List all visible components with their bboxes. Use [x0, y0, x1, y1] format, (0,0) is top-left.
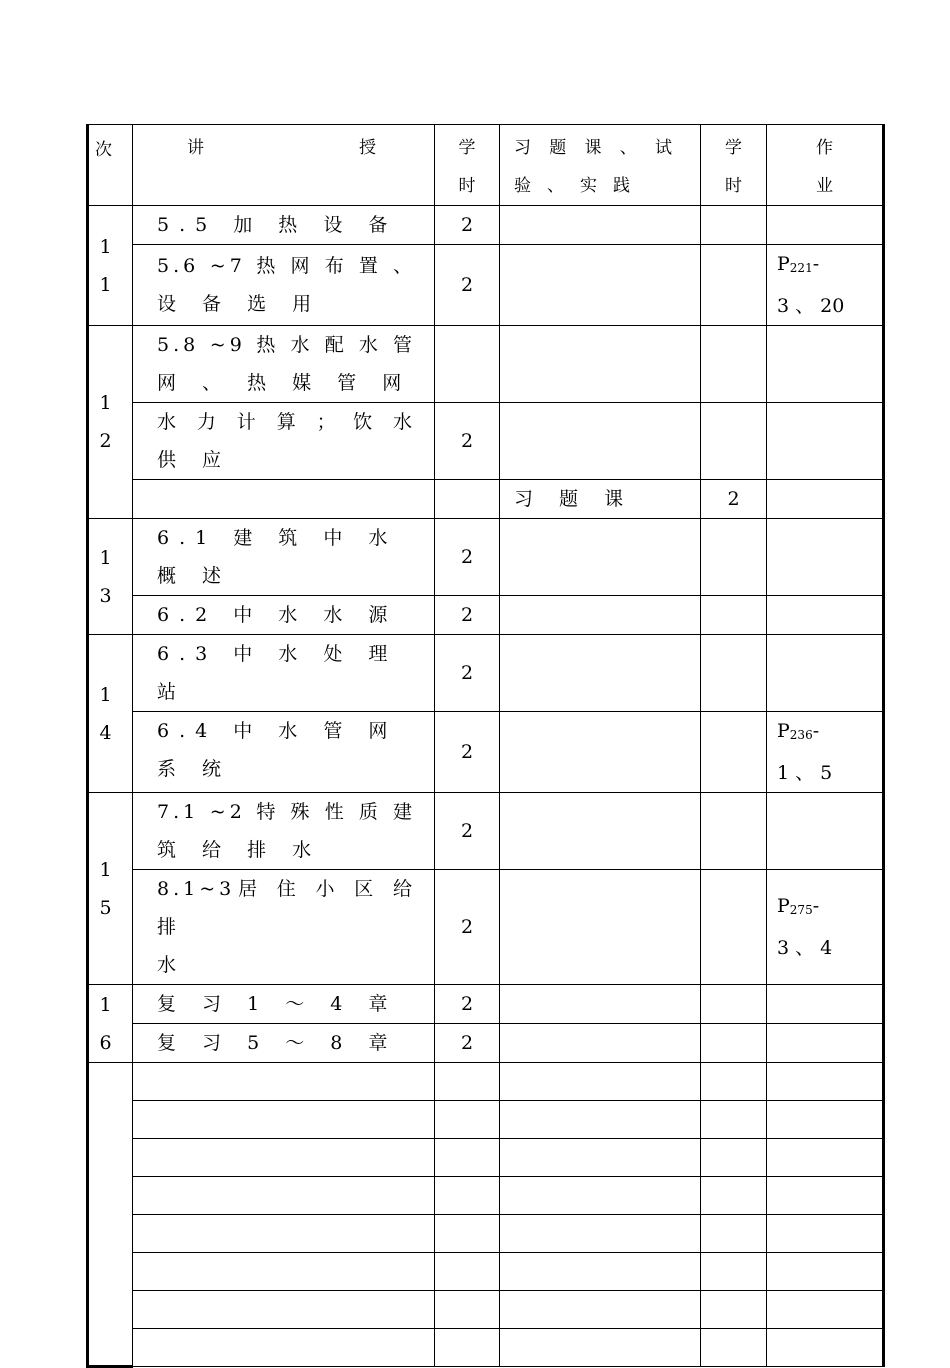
header-week: 次: [88, 125, 133, 206]
blank-cell: [500, 1329, 701, 1367]
lecture-topic: 6.1 建 筑 中 水 概 述: [133, 519, 435, 596]
exercise-cell: [500, 519, 701, 596]
exercise-cell: [500, 712, 701, 793]
exercise-hours: 2: [701, 480, 767, 519]
exercise-cell: [500, 403, 701, 480]
blank-cell: [500, 1101, 701, 1139]
exercise-cell: [500, 326, 701, 403]
lecture-hours: 2: [435, 635, 500, 712]
exercise-hours: [701, 206, 767, 245]
blank-cell: [435, 1063, 500, 1101]
exercise-cell: [500, 206, 701, 245]
homework-cell: [767, 793, 884, 870]
lecture-hours: 2: [435, 519, 500, 596]
lecture-topic: 5.5 加 热 设 备: [133, 206, 435, 245]
table-row: [88, 1024, 884, 1063]
homework-cell: $P_{236}-$ 1 、 5: [767, 712, 884, 793]
exercise-cell: [500, 635, 701, 712]
exercise-hours: [701, 596, 767, 635]
blank-cell: [435, 1101, 500, 1139]
exercise-hours: [701, 712, 767, 793]
exercise-cell: 习 题 课: [500, 480, 701, 519]
blank-cell: [133, 1177, 435, 1215]
homework-cell: [767, 635, 884, 712]
homework-cell: $P_{275}-$ 3 、 4: [767, 870, 884, 985]
exercise-hours: [701, 1024, 767, 1063]
homework-cell: [767, 326, 884, 403]
blank-cell: [133, 1329, 435, 1367]
lecture-topic: [133, 480, 435, 519]
blank-cell: [500, 1139, 701, 1177]
lecture-topic: 8.1~3居 住 小 区 给 排 水: [133, 870, 435, 985]
blank-cell: [767, 1177, 884, 1215]
lecture-topic: 7.1 ~2 特 殊 性 质 建 筑 给 排 水: [133, 793, 435, 870]
table-row: [88, 519, 884, 596]
course-schedule-table: [86, 124, 885, 1368]
blank-cell: [133, 1101, 435, 1139]
lecture-hours: 2: [435, 596, 500, 635]
blank-cell: [767, 1253, 884, 1291]
blank-cell: [133, 1253, 435, 1291]
blank-cell: [701, 1139, 767, 1177]
blank-cell: [133, 1139, 435, 1177]
exercise-cell: [500, 596, 701, 635]
blank-cell: [500, 1253, 701, 1291]
lecture-hours: 2: [435, 712, 500, 793]
lecture-hours: 2: [435, 206, 500, 245]
blank-cell: [500, 1215, 701, 1253]
blank-row: [88, 1177, 884, 1215]
exercise-hours: [701, 245, 767, 326]
lecture-hours: 2: [435, 870, 500, 985]
header-homework: 作 业: [767, 125, 884, 206]
exercise-cell: [500, 870, 701, 985]
table-row: [88, 635, 884, 712]
homework-cell: [767, 596, 884, 635]
lecture-hours: [435, 480, 500, 519]
blank-cell: [767, 1101, 884, 1139]
blank-cell: [435, 1329, 500, 1367]
exercise-cell: [500, 245, 701, 326]
lecture-topic: 复 习 5 ～ 8 章: [133, 1024, 435, 1063]
homework-cell: [767, 403, 884, 480]
blank-cell: [767, 1215, 884, 1253]
table-row: [88, 480, 884, 519]
blank-row: [88, 1291, 884, 1329]
homework-cell: $P_{221}-$ 3 、 20: [767, 245, 884, 326]
blank-cell: [435, 1253, 500, 1291]
table-row: [88, 326, 884, 403]
blank-cell: [500, 1177, 701, 1215]
blank-cell: [701, 1215, 767, 1253]
exercise-cell: [500, 793, 701, 870]
lecture-hours: 2: [435, 245, 500, 326]
lecture-topic: 水 力 计 算 ； 饮 水 供 应: [133, 403, 435, 480]
blank-cell: [500, 1291, 701, 1329]
blank-cell: [701, 1101, 767, 1139]
blank-row: [88, 1215, 884, 1253]
homework-cell: [767, 480, 884, 519]
lecture-hours: [435, 326, 500, 403]
lecture-hours: 2: [435, 403, 500, 480]
header-lecture: 讲授: [133, 125, 435, 206]
exercise-hours: [701, 403, 767, 480]
blank-cell: [133, 1291, 435, 1329]
table-row: [88, 985, 884, 1024]
blank-cell: [701, 1253, 767, 1291]
table-row: [88, 712, 884, 793]
table-row: [88, 403, 884, 480]
blank-cell: [767, 1063, 884, 1101]
lecture-topic: 6.4 中 水 管 网 系 统: [133, 712, 435, 793]
blank-cell: [500, 1063, 701, 1101]
blank-cell: [435, 1139, 500, 1177]
table-row: [88, 870, 884, 985]
week-number: 1 3: [88, 519, 133, 635]
homework-cell: [767, 1024, 884, 1063]
exercise-hours: [701, 326, 767, 403]
blank-cell: [435, 1177, 500, 1215]
header-lecture-hours: 学 时: [435, 125, 500, 206]
homework-cell: [767, 206, 884, 245]
lecture-topic: 6.2 中 水 水 源: [133, 596, 435, 635]
lecture-hours: 2: [435, 1024, 500, 1063]
blank-cell: [435, 1215, 500, 1253]
blank-row: [88, 1253, 884, 1291]
week-number: 1 6: [88, 985, 133, 1063]
blank-cell: [435, 1291, 500, 1329]
blank-cell: [133, 1215, 435, 1253]
week-number: [88, 1063, 133, 1367]
blank-cell: [133, 1063, 435, 1101]
table-header-row: [88, 125, 884, 206]
blank-cell: [701, 1291, 767, 1329]
exercise-cell: [500, 985, 701, 1024]
blank-cell: [767, 1139, 884, 1177]
week-number: 1 4: [88, 635, 133, 793]
lecture-topic: 6.3 中 水 处 理 站: [133, 635, 435, 712]
table-row: [88, 793, 884, 870]
table-row: [88, 245, 884, 326]
exercise-cell: [500, 1024, 701, 1063]
blank-row: [88, 1101, 884, 1139]
header-exercise: 习题课、试 验、实践: [500, 125, 701, 206]
exercise-hours: [701, 793, 767, 870]
lecture-hours: 2: [435, 985, 500, 1024]
week-number: 1 2: [88, 326, 133, 519]
blank-row: [88, 1063, 884, 1101]
exercise-hours: [701, 519, 767, 596]
blank-cell: [701, 1329, 767, 1367]
blank-cell: [767, 1291, 884, 1329]
week-number: 1 5: [88, 793, 133, 985]
lecture-hours: 2: [435, 793, 500, 870]
blank-cell: [701, 1063, 767, 1101]
exercise-hours: [701, 985, 767, 1024]
week-number: 1 1: [88, 206, 133, 326]
homework-cell: [767, 519, 884, 596]
header-exercise-hours: 学 时: [701, 125, 767, 206]
blank-row: [88, 1329, 884, 1367]
lecture-topic: 5.8 ~9 热 水 配 水 管 网 、 热 媒 管 网: [133, 326, 435, 403]
exercise-hours: [701, 635, 767, 712]
exercise-hours: [701, 870, 767, 985]
table-row: [88, 206, 884, 245]
homework-cell: [767, 985, 884, 1024]
lecture-topic: 5.6 ~7 热 网 布 置 、 设 备 选 用: [133, 245, 435, 326]
lecture-topic: 复 习 1 ～ 4 章: [133, 985, 435, 1024]
blank-cell: [767, 1329, 884, 1367]
blank-cell: [701, 1177, 767, 1215]
blank-row: [88, 1139, 884, 1177]
table-row: [88, 596, 884, 635]
